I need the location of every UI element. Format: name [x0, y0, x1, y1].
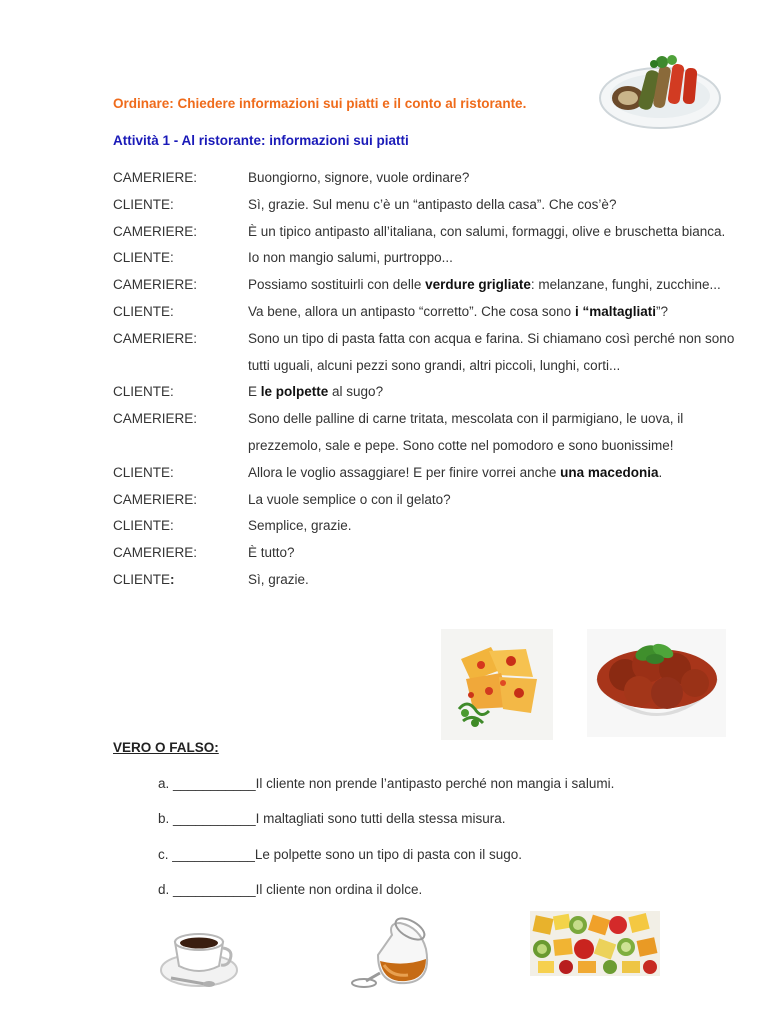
speaker-label: CAMERIERE: — [113, 223, 198, 239]
dialogue-line: Sono delle palline di carne tritata, mescolata con il parmigiano, le uova, il prezzemolo, sale e pepe. Sono cotte nel pomodoro e sono buonissime! — [248, 411, 684, 453]
dialogue-line: Buongiorno, signore, vuole ordinare? — [248, 170, 470, 185]
speaker-label: CAMERIERE: — [113, 491, 198, 507]
dialogue-line: Possiamo sostituirli con delle verdure grigliate: melanzane, funghi, zucchine... — [248, 277, 721, 293]
dialogue-line: Va bene, allora un antipasto “corretto”. Che cosa sono i “maltagliati”? — [248, 303, 668, 319]
bold-term: una macedonia — [560, 464, 659, 480]
dialogue-turn — [113, 245, 738, 272]
true-false-heading: VERO O FALSO: — [113, 740, 219, 755]
maltagliati-pasta-image — [441, 629, 553, 740]
speaker-label: CLIENTE: — [113, 518, 174, 534]
dialogue-turn — [113, 487, 738, 514]
speaker-label: CLIENTE: — [113, 464, 174, 480]
dialogue-line: Allora le voglio assaggiare! E per finire vorrei anche una macedonia. — [248, 464, 663, 480]
dialogue-turn — [113, 326, 738, 380]
dialogue-turn — [113, 192, 738, 219]
grilled-vegetables-image — [598, 50, 722, 136]
dialogue-line: È un tipico antipasto all’italiana, con salumi, formaggi, olive e bruschetta bianca. — [248, 223, 726, 239]
espresso-cup-image — [157, 920, 241, 992]
fruit-salad-image — [530, 911, 660, 976]
speaker-label: CAMERIERE: — [113, 277, 198, 293]
dialogue-line: È tutto? — [248, 545, 295, 561]
speaker-label: CAMERIERE: — [113, 411, 198, 427]
dialogue-turn — [113, 540, 738, 567]
dialogue-turn — [113, 513, 738, 540]
dialogue-turn — [113, 406, 738, 460]
speaker-label: CLIENTE: — [113, 571, 175, 587]
true-false-item: b. ___________I maltagliati sono tutti della stessa misura. — [158, 811, 506, 826]
speaker-label: CAMERIERE: — [113, 330, 198, 346]
activity-heading: Attività 1 - Al ristorante: informazioni sui piatti — [113, 133, 409, 148]
dialogue-line: E le polpette al sugo? — [248, 384, 384, 400]
speaker-label: CLIENTE: — [113, 384, 174, 400]
dialogue-line: La vuole semplice o con il gelato? — [248, 491, 451, 507]
dialogue-line: Io non mangio salumi, purtroppo... — [248, 250, 453, 266]
dialogue-turn — [113, 165, 738, 192]
speaker-label: CAMERIERE: — [113, 545, 198, 561]
polpette-image — [587, 629, 726, 737]
true-false-item: c. ___________Le polpette sono un tipo di pasta con il sugo. — [158, 847, 523, 862]
dialogue-turn — [113, 460, 738, 487]
page-title: Ordinare: Chiedere informazioni sui piatti e il conto al ristorante. — [113, 96, 527, 111]
dialogue-line: Sì, grazie. Sul menu c’è un “antipasto della casa”. Che cos’è? — [248, 196, 617, 212]
speaker-label: CLIENTE: — [113, 250, 174, 266]
dialogue — [113, 165, 738, 594]
speaker-label: CAMERIERE: — [113, 170, 198, 185]
bold-term: le polpette — [260, 384, 329, 400]
dialogue-turn — [113, 567, 738, 594]
dialogue-line: Semplice, grazie. — [248, 518, 352, 534]
dialogue-line: Sono un tipo di pasta fatta con acqua e farina. Si chiamano così perché non sono tutti uguali, alcuni pezzi sono grandi, altri piccoli, lunghi, corti... — [248, 330, 735, 373]
speaker-label: CLIENTE: — [113, 196, 174, 212]
dialogue-turn — [113, 219, 738, 246]
bold-term: i “maltagliati — [574, 303, 656, 319]
dialogue-line: Sì, grazie. — [248, 571, 309, 587]
brandy-glass-image — [348, 915, 458, 991]
true-false-item: d. ___________Il cliente non ordina il dolce. — [158, 882, 423, 897]
speaker-label: CLIENTE: — [113, 303, 174, 319]
dialogue-turn — [113, 379, 738, 406]
bold-term: verdure grigliate — [425, 277, 531, 293]
dialogue-turn — [113, 272, 738, 299]
dialogue-turn — [113, 299, 738, 326]
true-false-item: a. ___________Il cliente non prende l’antipasto perché non mangia i salumi. — [158, 776, 615, 791]
